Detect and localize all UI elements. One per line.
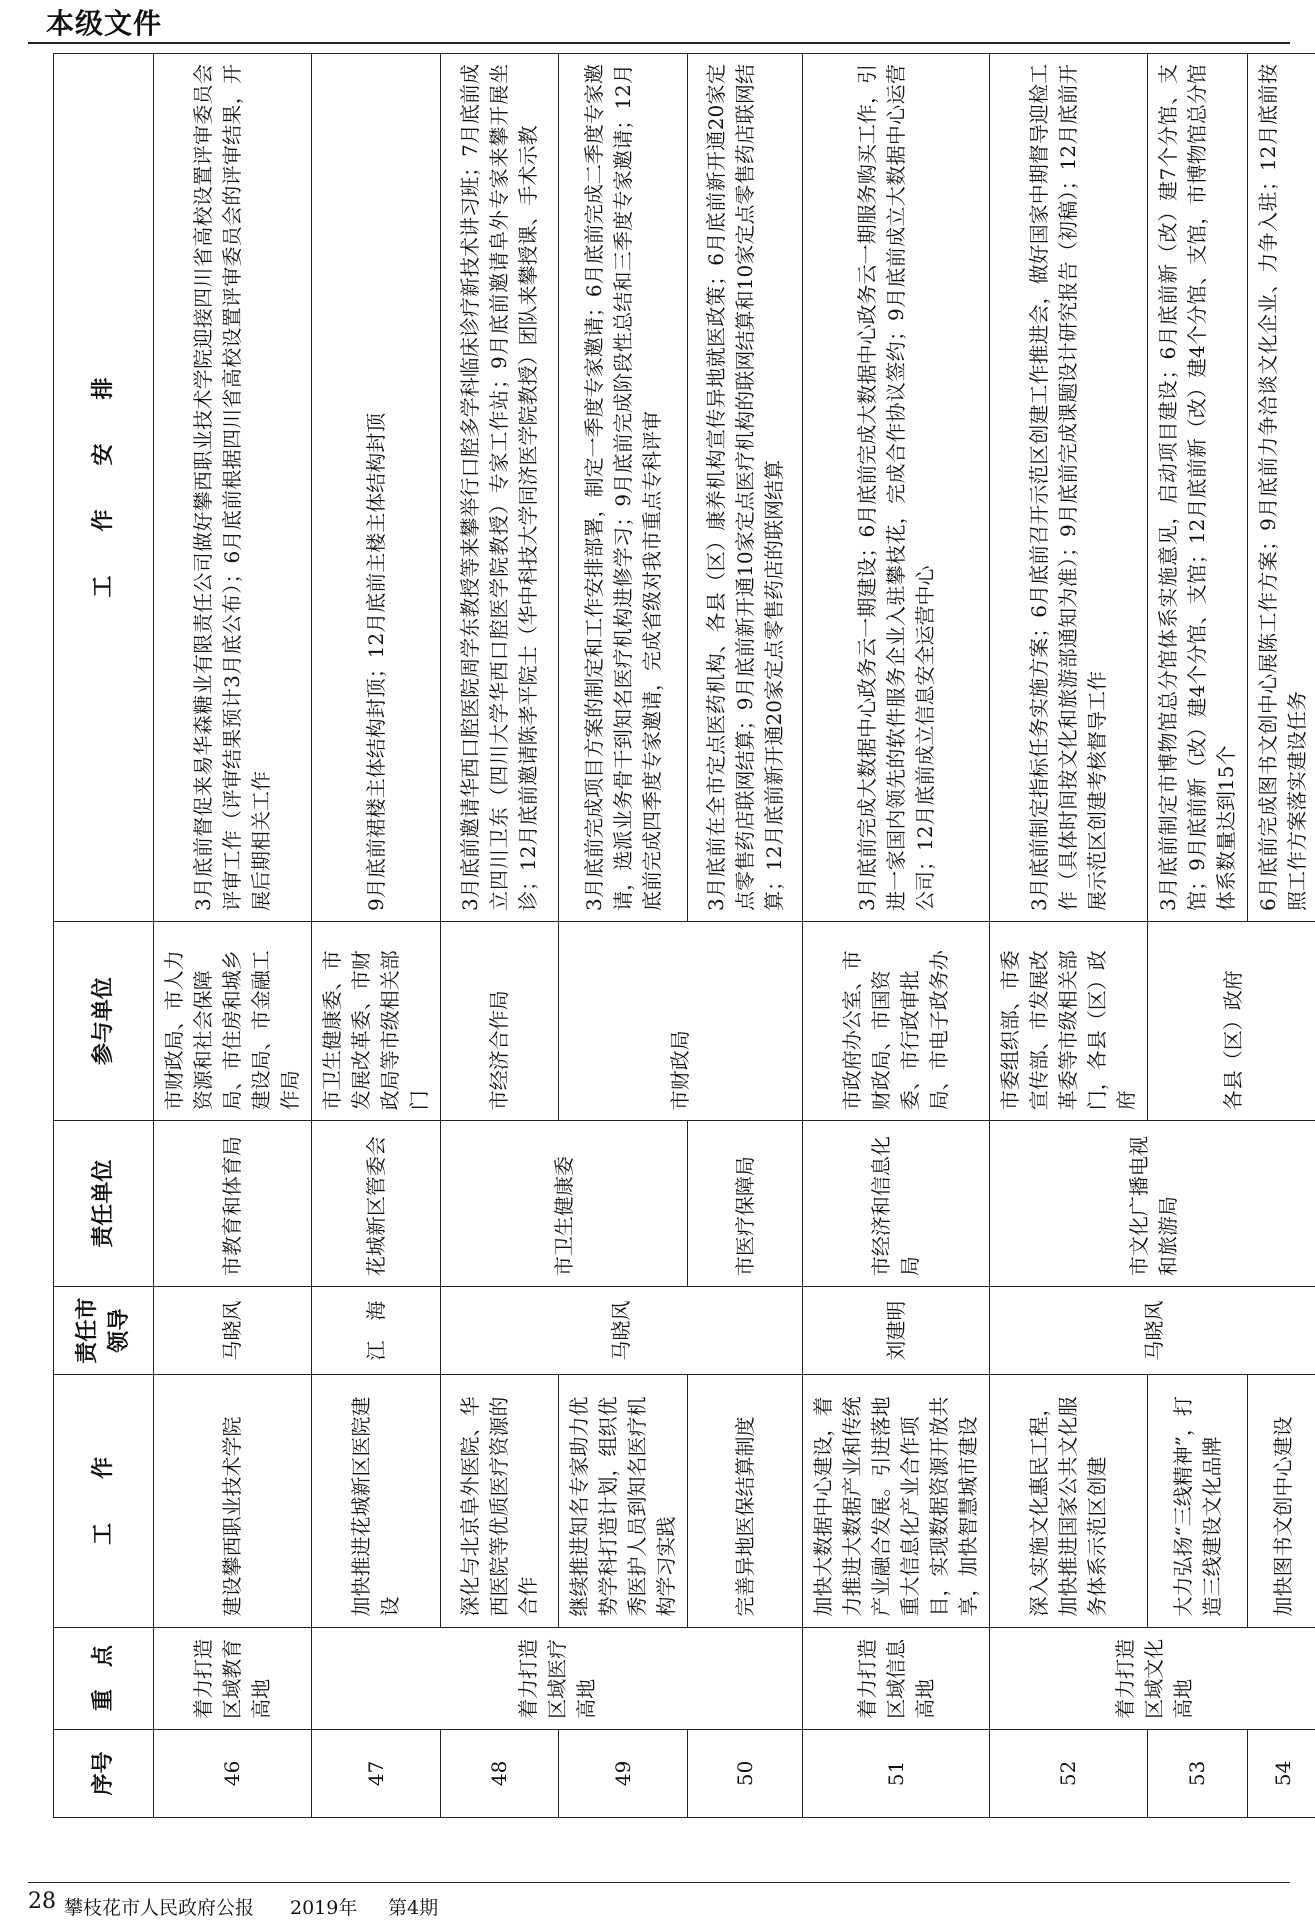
header-plan: 工 作 安 排 <box>54 54 154 922</box>
partic-cell: 市经济合作局 <box>441 921 559 1120</box>
journal-name: 攀枝花市人民政府公报 <box>64 1897 255 1919</box>
work-plan-table <box>53 53 1315 1818</box>
partic-cell: 市财政局、市人力资源和社会保障局、市住房和城乡建设局、市金融工作局 <box>154 921 312 1120</box>
table-row <box>803 54 990 1818</box>
leader-cell: 马晓风 <box>154 1287 312 1375</box>
row-no: 47 <box>312 1729 441 1817</box>
row-no: 49 <box>559 1729 688 1817</box>
journal-issue: 第4期 <box>388 1897 439 1919</box>
plan-cell: 6月底前完成图书文创中心展陈工作方案；9月底前力争洽谈文化企业、力争入驻；12月底前按照工作方案落实建设任务 <box>1248 54 1315 922</box>
resp-cell: 市医疗保障局 <box>688 1121 803 1287</box>
work-cell: 加快图书文创中心建设 <box>1248 1375 1315 1627</box>
partic-cell: 各县（区）政府 <box>1148 921 1315 1120</box>
leader-cell: 马晓风 <box>441 1287 803 1375</box>
plan-cell: 3月底前督促来易华森糖业有限责任公司做好攀西职业技术学院迎接四川省高校设置评审委员会评审工作（评审结果预计3月底公布）；6月底前根据四川省高校设置评审委员会的评审结果，开展后期相关工作 <box>154 54 312 922</box>
partic-cell: 市财政局 <box>559 921 803 1120</box>
table-row <box>312 54 441 1818</box>
plan-cell: 3月底前邀请华西口腔医院周学东教授等来攀举行口腔多学科临床诊疗新技术讲习班；7月底前成立四川卫东（四川大学华西口腔医学院教授）专家工作站；9月底前邀请阜外专家来攀开展坐诊；12月底前邀请陈孝平院士（华中科技大学同济医学院教授）团队来攀授课、手术示教 <box>441 54 559 922</box>
row-no: 50 <box>688 1729 803 1817</box>
plan-cell: 3月底前在全市定点医药机构、各县（区）康养机构宣传异地就医政策；6月底前新开通20家定点零售药店联网结算；9月底前新开通10家定点医疗机构的联网结算和10家定点零售药店联网结算；12月底前新开通20家定点零售药店的联网结算 <box>688 54 803 922</box>
resp-cell: 市经济和信息化局 <box>803 1121 990 1287</box>
leader-cell: 马晓风 <box>990 1287 1315 1375</box>
rotated-table-container <box>53 53 1309 1818</box>
journal-year: 2019年 <box>290 1897 358 1919</box>
partic-cell: 市政府办公室、市财政局、市国资委、市行政审批局、市电子政务办 <box>803 921 990 1120</box>
area-cell: 着力打造区域教育高地 <box>154 1627 312 1729</box>
work-cell: 加快大数据中心建设，着力推进大数据产业和传统产业融合发展。引进落地重大信息化产业合作项目，实现数据资源开放共享，加快智慧城市建设 <box>803 1375 990 1627</box>
table-row <box>441 54 559 1818</box>
leader-cell: 刘建明 <box>803 1287 990 1375</box>
plan-cell: 9月底前裙楼主体结构封顶；12月底前主楼主体结构封顶 <box>312 54 441 922</box>
row-no: 48 <box>441 1729 559 1817</box>
header-resp: 责任单位 <box>54 1121 154 1287</box>
row-no: 52 <box>990 1729 1148 1817</box>
table-row <box>559 54 688 1818</box>
header-no: 序号 <box>54 1729 154 1817</box>
table-row <box>1148 54 1248 1818</box>
header-partic: 参与单位 <box>54 921 154 1120</box>
page-number: 28 <box>28 1889 56 1914</box>
area-cell: 着力打造区域文化高地 <box>990 1627 1315 1729</box>
work-cell: 建设攀西职业技术学院 <box>154 1375 312 1627</box>
work-cell: 完善异地医保结算制度 <box>688 1375 803 1627</box>
table-row <box>990 54 1148 1818</box>
partic-cell: 市委组织部、市委宣传部、市发展改革委等市级相关部门，各县（区）政府 <box>990 921 1148 1120</box>
work-cell: 深化与北京阜外医院、华西医院等优质医疗资源的合作 <box>441 1375 559 1627</box>
area-cell: 着力打造区域信息高地 <box>803 1627 990 1729</box>
plan-cell: 3月底前制定市博物馆总分馆体系实施意见，启动项目建设；6月底前新（改）建7个分馆、支馆；9月底前新（改）建4个分馆、支馆；12月底前新（改）建4个分馆、支馆，市博物馆总分馆体系数量达到15个 <box>1148 54 1248 922</box>
resp-cell: 市卫生健康委 <box>441 1121 688 1287</box>
header-leader: 责任市领导 <box>54 1287 154 1375</box>
row-no: 53 <box>1148 1729 1248 1817</box>
work-cell: 深入实施文化惠民工程，加快推进国家公共文化服务体系示范区创建 <box>990 1375 1148 1627</box>
table-row <box>154 54 312 1818</box>
area-cell: 着力打造区域医疗高地 <box>312 1627 803 1729</box>
resp-cell: 市教育和体育局 <box>154 1121 312 1287</box>
row-no: 46 <box>154 1729 312 1817</box>
row-no: 51 <box>803 1729 990 1817</box>
table-header-row <box>54 54 154 1818</box>
plan-cell: 3月底前完成项目方案的制定和工作安排部署，制定一季度专家邀请；6月底前完成二季度专家邀请，选派业务骨干到知名医疗机构进修学习；9月底前完成阶段性总结和三季度专家邀请；12月底前完成四季度专家邀请，完成省级对我市重点专科评审 <box>559 54 688 922</box>
resp-cell: 花城新区管委会 <box>312 1121 441 1287</box>
work-cell: 加快推进花城新区医院建设 <box>312 1375 441 1627</box>
work-cell: 继续推进知名专家助力优势学科打造计划，组织优秀医护人员到知名医疗机构学习实践 <box>559 1375 688 1627</box>
plan-cell: 3月底前完成大数据中心政务云一期建设；6月底前完成大数据中心政务云一期服务购买工作，引进一家国内领先的软件服务企业入驻攀枝花，完成合作协议签约；9月底前成立大数据中心运营公司；12月底前成立信息安全运营中心 <box>803 54 990 922</box>
resp-cell: 市文化广播电视和旅游局 <box>990 1121 1315 1287</box>
page-footer <box>28 1882 1290 1919</box>
leader-cell: 江 海 <box>312 1287 441 1375</box>
section-title: 本级文件 <box>46 7 163 40</box>
row-no: 54 <box>1248 1729 1315 1817</box>
page-header <box>28 0 1290 44</box>
plan-cell: 3月底前制定指标任务实施方案；6月底前召开示范区创建工作推进会，做好国家中期督导迎检工作（具体时间按文化和旅游部通知为准）；9月底前完成课题设计研究报告（初稿）；12月底前开展示范区创建考核督导工作 <box>990 54 1148 922</box>
work-cell: 大力弘扬“三线精神”，打造三线建设文化品牌 <box>1148 1375 1248 1627</box>
partic-cell: 市卫生健康委、市发展改革委、市财政局等市级相关部门 <box>312 921 441 1120</box>
header-area: 重 点 <box>54 1627 154 1729</box>
header-work: 工 作 <box>54 1375 154 1627</box>
